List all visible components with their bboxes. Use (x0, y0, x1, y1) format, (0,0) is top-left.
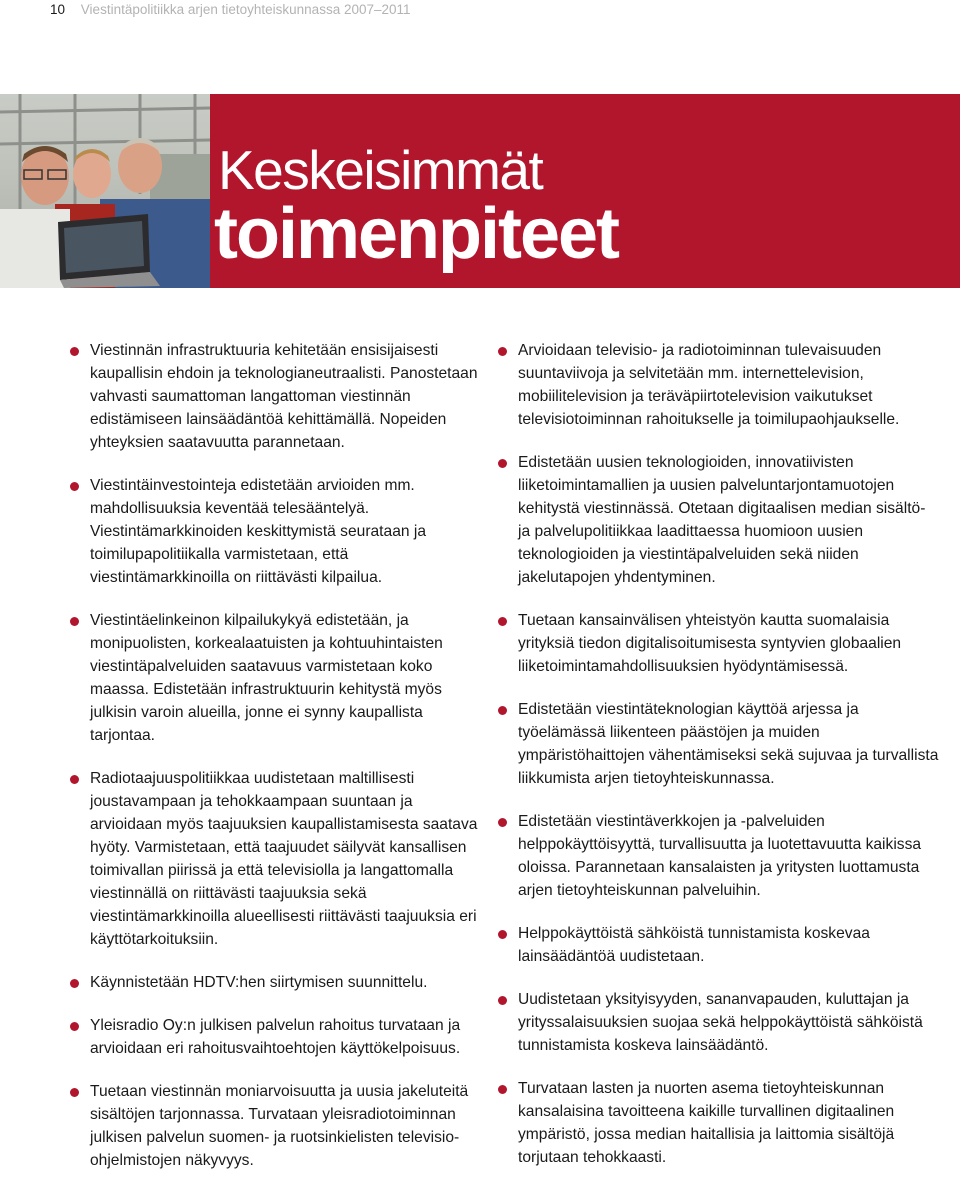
list-item-text: Uudistetaan yksityisyyden, sananvapauden, kuluttajan ja yrityssalaisuuksien suojaa sekä helppokäyttöistä sähköistä tunnistamista koskeva lainsäädäntö. (518, 991, 923, 1054)
bullet-dot-icon (70, 775, 79, 784)
bullet-dot-icon (498, 347, 507, 356)
bullet-dot-icon (498, 1085, 507, 1094)
list-item (498, 1077, 940, 1169)
list-item (70, 339, 482, 454)
bullet-dot-icon (70, 1022, 79, 1031)
list-item-text: Käynnistetään HDTV:hen siirtymisen suunnittelu. (90, 974, 428, 991)
list-item (70, 971, 482, 994)
list-item-text: Viestinnän infrastruktuuria kehitetään ensisijaisesti kaupallisin ehdoin ja teknologianeutraalisti. Panostetaan vahvasti saumattoman langattoman viestinnän edistämiseen lainsäädäntöä kehittämällä. Nopeiden yhteyksien saatavuutta parannetaan. (90, 342, 478, 451)
bullet-dot-icon (498, 996, 507, 1005)
bullet-dot-icon (70, 1088, 79, 1097)
list-item-text: Viestintäelinkeinon kilpailukykyä edistetään, ja monipuolisten, korkealaatuisten ja kohtuuhintaisten viestintäpalveluiden saatavuus varmistetaan koko maassa. Edistetään infrastruktuurin kehitystä myös julkisin varoin alueilla, jonne ei synny kaupallista tarjontaa. (90, 612, 443, 744)
bullet-dot-icon (498, 818, 507, 827)
list-item (498, 698, 940, 790)
list-item (498, 451, 940, 589)
list-item (70, 609, 482, 747)
list-item (70, 767, 482, 951)
left-column (70, 339, 482, 1192)
list-item-text: Helppokäyttöistä sähköistä tunnistamista koskevaa lainsäädäntöä uudistetaan. (518, 925, 870, 965)
list-item (498, 339, 940, 431)
list-item-text: Edistetään viestintäverkkojen ja -palveluiden helppokäyttöisyyttä, turvallisuutta ja luotettavuutta kaikissa oloissa. Parannetaan kansalaisten ja yritysten luottamusta arjen tietoyhteiskunnan palveluihin. (518, 813, 922, 899)
list-item-text: Edistetään viestintäteknologian käyttöä arjessa ja työelämässä liikenteen päästöjen ja muiden ympäristöhaittojen vähentämiseksi sekä sujuvaa ja turvallista liikkumista arjen tietoyhteiskunnassa. (518, 701, 939, 787)
list-item-text: Radiotaajuuspolitiikkaa uudistetaan maltillisesti joustavampaan ja tehokkaampaan suuntaan ja arvioidaan myös taajuuksien kaupallistamisesta saatava hyöty. Varmistetaan, että taajuudet säilyvät kansallisen toimivallan piirissä ja että televisiolla ja langattomalla viestinnällä on riittävästi taajuuksia sekä viestintämarkkinoilla alueellisesti riittävästi taajuuksia eri käyttötarkoituksiin. (90, 770, 478, 948)
bullet-dot-icon (498, 930, 507, 939)
list-item-text: Turvataan lasten ja nuorten asema tietoyhteiskunnan kansalaisina tavoitteena kaikille turvallinen digitaalinen ympäristö, jossa median haitallisia ja laittomia sisältöjä torjutaan tehokkaasti. (518, 1080, 895, 1166)
list-item-text: Edistetään uusien teknologioiden, innovatiivisten liiketoimintamallien ja uusien palveluntarjontamuotojen kehitystä viestinnässä. Otetaan digitaalisen median sisältö- ja palvelupolitiikkaa laadittaessa huomioon uusien teknologioiden ja viestintäpalveluiden sekä niiden jakelutapojen yhdentyminen. (518, 454, 926, 586)
list-item-text: Tuetaan viestinnän moniarvoisuutta ja uusia jakeluteitä sisältöjen tarjonnassa. Turvataan yleisradiotoiminnan julkisen palvelun suomen- ja ruotsinkielisten televisioohjelmistojen näkyvyys. (90, 1083, 469, 1169)
list-item (498, 922, 940, 968)
bullet-dot-icon (70, 617, 79, 626)
title-banner (210, 94, 960, 288)
list-item (70, 1014, 482, 1060)
list-item (498, 609, 940, 678)
list-item (70, 474, 482, 589)
list-item (498, 988, 940, 1057)
right-column (498, 339, 940, 1189)
bullet-dot-icon (498, 617, 507, 626)
bullet-dot-icon (70, 347, 79, 356)
running-title: Viestintäpolitiikka arjen tietoyhteiskunnassa 2007–2011 (80, 2, 411, 17)
list-item-text: Viestintäinvestointeja edistetään arvioiden mm. mahdollisuuksia keventää telesääntelyä. Viestintämarkkinoiden keskittymistä seurataan ja toimilupapolitiikalla varmistetaan, että viestintämarkkinoilla on riittävästi kilpailua. (90, 477, 427, 586)
list-item (70, 1080, 482, 1172)
photo-three-men-with-laptop (0, 94, 210, 288)
list-item-text: Tuetaan kansainvälisen yhteistyön kautta suomalaisia yrityksiä tiedon digitalisoitumisesta syntyvien globaalien liiketoimintamahdollisuuksien hyödyntämisessä. (518, 612, 902, 675)
bullet-dot-icon (498, 706, 507, 715)
hero-section (0, 94, 960, 288)
bullet-dot-icon (70, 979, 79, 988)
bullet-dot-icon (498, 459, 507, 468)
running-header (50, 0, 411, 22)
list-item (498, 810, 940, 902)
page-number: 10 (50, 2, 66, 17)
bullet-dot-icon (70, 482, 79, 491)
list-item-text: Yleisradio Oy:n julkisen palvelun rahoitus turvataan ja arvioidaan eri rahoitusvaihtoehtojen käyttökelpoisuus. (90, 1017, 461, 1057)
list-item-text: Arvioidaan televisio- ja radiotoiminnan tulevaisuuden suuntaviivoja ja selvitetään mm. internettelevision, mobiilitelevision ja teräväpiirtotelevision vaikutukset televisiotoiminnan rahoitukselle ja toimilupaohjaukselle. (518, 342, 900, 428)
page-title-light: Keskeisimmät (218, 139, 543, 201)
page-title-bold: toimenpiteet (214, 194, 619, 274)
